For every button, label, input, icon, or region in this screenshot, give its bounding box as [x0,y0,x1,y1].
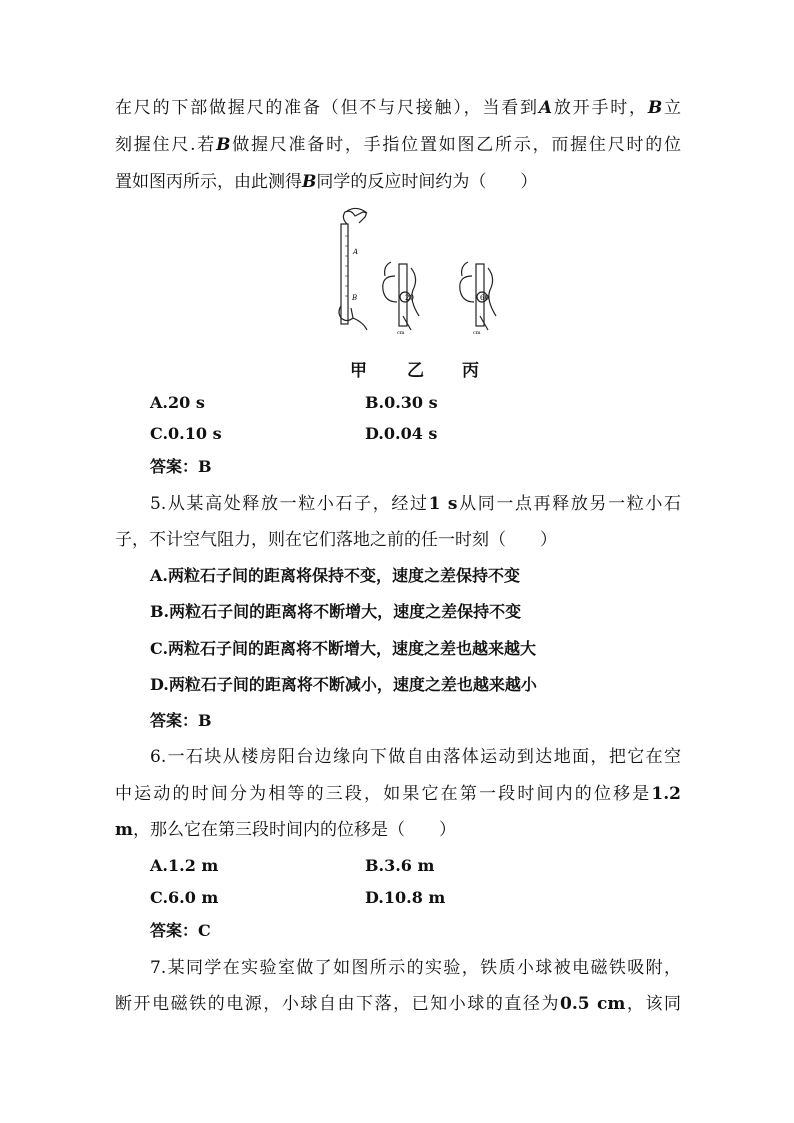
q6-option-a[interactable]: A.1.2 m [150,856,219,875]
q4-line-1 [115,98,681,118]
q6-value: 1.2 [651,784,681,804]
q4-option-b[interactable]: B.0.30 s [365,393,438,412]
ruler-figure [325,206,525,336]
figure-jia [339,208,367,330]
q5-line-2: 子，不计空气阻力，则在它们落地之前的任一时刻（ ） [115,530,557,550]
q6-text: ，那么它在第三段时间内的位移是（ ） [133,820,456,840]
q5-text: 5.从某高处释放一粒小石子，经过 [150,494,429,514]
q6-line-1: 6.一石块从楼房阳台边缘向下做自由落体运动到达地面，把它在空 [150,747,681,767]
q6-unit: m [115,820,133,840]
q7-diameter: 0.5 cm [560,994,626,1014]
q6-line-2 [115,784,681,804]
figure-label-a: A [353,248,359,256]
q4-var-b: B [216,135,231,155]
q5-line-1 [150,494,681,514]
q4-text: 同学的反应时间约为（ ） [316,172,538,192]
q6-text: 中运动的时间分为相等的三段，如果它在第一段时间内的位移是 [115,784,652,804]
q4-answer: 答案：B [150,457,212,476]
q4-var-a: A [538,98,553,118]
q4-text: 立 [662,98,682,118]
figure-reading-bing: 60 [480,294,489,302]
q7-text: 断开电磁铁的电源，小球自由下落，已知小球的直径为 [115,994,560,1014]
figure-reading-yi: 20 [405,294,414,302]
q6-option-c[interactable]: C.6.0 m [150,888,219,907]
q4-option-c[interactable]: C.0.10 s [150,424,222,443]
q7-line-1: 7.某同学在实验室做了如图所示的实验，铁质小球被电磁铁吸附， [150,958,681,978]
q5-option-d[interactable]: D.两粒石子间的距离将不断减小，速度之差也越来越小 [150,675,537,694]
figure-caption-jia: 甲 [350,361,367,381]
q4-option-a[interactable]: A.20 s [150,393,205,412]
q5-option-b[interactable]: B.两粒石子间的距离将不断增大，速度之差保持不变 [150,602,522,621]
q7-text: ，该同 [625,994,681,1014]
q4-text: 放开手时， [552,98,648,118]
q7-line-2 [115,994,681,1014]
q4-line-3 [115,172,681,192]
q4-text: 刻握住尺.若 [115,135,217,155]
q4-var-b: B [302,172,317,192]
q6-answer: 答案：C [150,921,211,940]
q6-line-3 [115,820,681,840]
q4-line-2 [115,135,681,155]
q4-text: 置如图丙所示，由此测得 [115,172,302,192]
q5-time: 1 s [428,494,458,514]
figure-bing [460,262,496,330]
q5-text: 从同一点再释放另一粒小石 [457,494,681,514]
q4-text: 在尺的下部做握尺的准备（但不与尺接触），当看到 [115,98,539,118]
q4-text: 做握尺准备时，手指位置如图乙所示，而握住尺时的位 [230,135,682,155]
figure-label-b: B [352,294,358,302]
q4-option-d[interactable]: D.0.04 s [365,424,438,443]
figure-unit-bing: cm [473,330,481,336]
q5-option-c[interactable]: C.两粒石子间的距离将不断增大，速度之差也越来越大 [150,639,537,658]
q6-option-d[interactable]: D.10.8 m [365,888,446,907]
q5-option-a[interactable]: A.两粒石子间的距离将保持不变，速度之差保持不变 [150,566,520,585]
q4-var-b: B [647,98,663,118]
q6-option-b[interactable]: B.3.6 m [365,856,435,875]
figure-caption-yi: 乙 [407,361,424,381]
q5-answer: 答案：B [150,711,212,730]
figure-caption-bing: 丙 [462,361,479,381]
figure-unit-yi: cm [397,330,405,336]
